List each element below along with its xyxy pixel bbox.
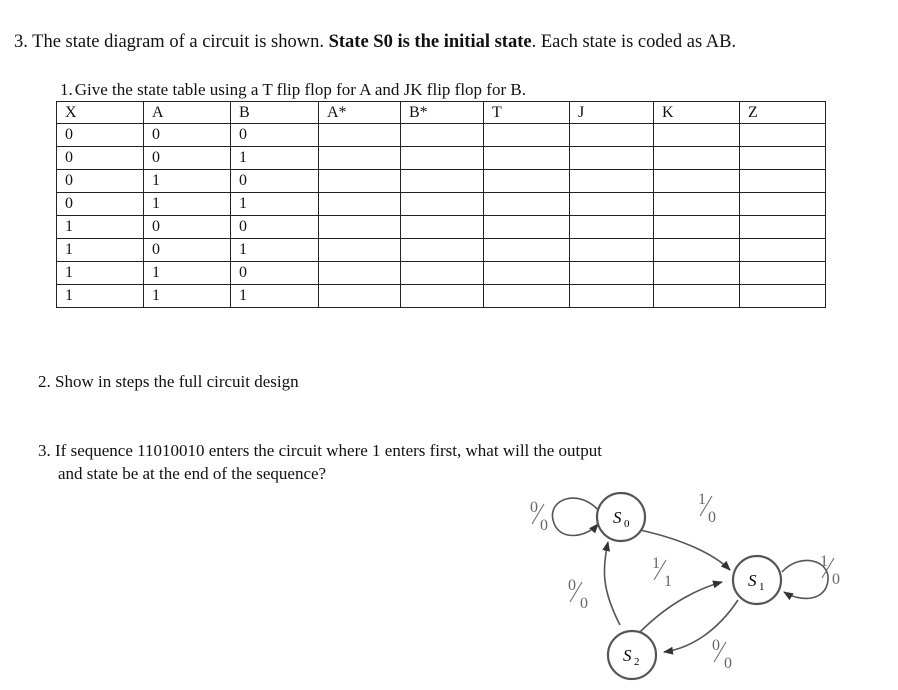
column-header-4: B* xyxy=(401,102,484,124)
table-cell-empty[interactable] xyxy=(740,147,826,170)
table-cell-empty[interactable] xyxy=(570,147,654,170)
svg-text:0: 0 xyxy=(832,571,840,588)
table-cell-empty[interactable] xyxy=(570,262,654,285)
table-cell-empty[interactable] xyxy=(570,285,654,308)
table-cell-empty[interactable] xyxy=(319,216,401,239)
table-cell-empty[interactable] xyxy=(484,170,570,193)
state-s2-name: S xyxy=(623,646,632,665)
part3-prompt-line2: and state be at the end of the sequence? xyxy=(58,464,327,483)
table-cell: 1 xyxy=(231,285,319,308)
table-cell-empty[interactable] xyxy=(484,193,570,216)
svg-text:0: 0 xyxy=(712,637,720,654)
edge-s0-self-loop xyxy=(552,498,600,535)
table-cell-empty[interactable] xyxy=(654,216,740,239)
label-s1-s2 xyxy=(712,637,732,672)
table-cell-empty[interactable] xyxy=(319,193,401,216)
state-s1-sub: 1 xyxy=(759,581,765,593)
table-cell-empty[interactable] xyxy=(740,239,826,262)
table-cell: 1 xyxy=(144,262,231,285)
table-cell: 1 xyxy=(231,239,319,262)
question-number: 3. xyxy=(14,32,28,52)
column-header-1: A xyxy=(144,102,231,124)
column-header-2: B xyxy=(231,102,319,124)
table-cell-empty[interactable] xyxy=(654,147,740,170)
state-s0-sub: 0 xyxy=(624,518,630,530)
edge-s2-to-s0 xyxy=(604,542,620,625)
label-s2-s0 xyxy=(568,577,588,612)
table-cell-empty[interactable] xyxy=(740,193,826,216)
table-cell-empty[interactable] xyxy=(319,285,401,308)
table-cell: 1 xyxy=(231,193,319,216)
svg-text:0: 0 xyxy=(580,595,588,612)
svg-text:0: 0 xyxy=(724,655,732,672)
table-cell: 1 xyxy=(144,170,231,193)
table-cell-empty[interactable] xyxy=(319,147,401,170)
table-cell-empty[interactable] xyxy=(740,170,826,193)
table-cell-empty[interactable] xyxy=(570,193,654,216)
table-row xyxy=(57,147,826,170)
label-s2-s1 xyxy=(652,555,672,590)
table-cell-empty[interactable] xyxy=(654,170,740,193)
table-cell: 1 xyxy=(57,262,144,285)
part1-text: Give the state table using a T flip flop for A and JK flip flop for B. xyxy=(74,80,526,99)
table-cell: 0 xyxy=(144,147,231,170)
table-cell-empty[interactable] xyxy=(401,193,484,216)
table-cell-empty[interactable] xyxy=(484,124,570,147)
table-cell-empty[interactable] xyxy=(740,262,826,285)
column-header-6: J xyxy=(570,102,654,124)
table-cell: 0 xyxy=(231,170,319,193)
table-cell: 0 xyxy=(57,147,144,170)
table-cell: 1 xyxy=(57,239,144,262)
part1-number: 1. xyxy=(60,80,73,99)
edge-s1-to-s2 xyxy=(664,600,738,652)
question-intro-bold: State S0 is the initial state xyxy=(328,32,532,52)
table-row xyxy=(57,193,826,216)
column-header-0: X xyxy=(57,102,144,124)
state-s1-name: S xyxy=(748,571,757,590)
table-cell-empty[interactable] xyxy=(484,239,570,262)
table-cell-empty[interactable] xyxy=(401,262,484,285)
table-cell-empty[interactable] xyxy=(570,170,654,193)
table-cell: 1 xyxy=(144,285,231,308)
table-row xyxy=(57,262,826,285)
table-row xyxy=(57,124,826,147)
table-cell-empty[interactable] xyxy=(401,147,484,170)
state-s0-name: S xyxy=(613,508,622,527)
svg-text:1: 1 xyxy=(698,491,706,508)
state-s2 xyxy=(608,631,656,679)
table-row xyxy=(57,285,826,308)
table-cell-empty[interactable] xyxy=(570,216,654,239)
part2-prompt: 2. Show in steps the full circuit design xyxy=(38,372,299,391)
column-header-8: Z xyxy=(740,102,826,124)
table-cell-empty[interactable] xyxy=(654,193,740,216)
table-cell-empty[interactable] xyxy=(401,239,484,262)
state-diagram xyxy=(520,480,860,690)
table-cell-empty[interactable] xyxy=(654,285,740,308)
table-cell: 0 xyxy=(231,262,319,285)
question-intro-post: . Each state is coded as AB. xyxy=(531,32,737,52)
table-cell-empty[interactable] xyxy=(654,262,740,285)
table-cell: 1 xyxy=(144,193,231,216)
table-cell-empty[interactable] xyxy=(740,216,826,239)
label-s0-s1 xyxy=(698,491,716,526)
table-row xyxy=(57,216,826,239)
state-s2-sub: 2 xyxy=(634,656,640,668)
table-cell-empty[interactable] xyxy=(401,216,484,239)
svg-text:0: 0 xyxy=(540,517,548,534)
table-cell-empty[interactable] xyxy=(654,239,740,262)
table-cell: 0 xyxy=(144,216,231,239)
table-cell-empty[interactable] xyxy=(484,147,570,170)
state-table xyxy=(56,101,826,308)
svg-text:1: 1 xyxy=(652,555,660,572)
table-cell-empty[interactable] xyxy=(484,285,570,308)
table-cell-empty[interactable] xyxy=(401,285,484,308)
table-cell-empty[interactable] xyxy=(654,124,740,147)
state-s0 xyxy=(597,493,645,541)
table-cell: 0 xyxy=(57,124,144,147)
state-s1 xyxy=(733,556,781,604)
label-s1-self xyxy=(820,553,840,588)
table-cell: 0 xyxy=(144,124,231,147)
table-cell-empty[interactable] xyxy=(570,239,654,262)
table-cell: 1 xyxy=(57,216,144,239)
table-cell-empty[interactable] xyxy=(319,124,401,147)
table-cell: 1 xyxy=(57,285,144,308)
table-cell-empty[interactable] xyxy=(740,285,826,308)
svg-text:0: 0 xyxy=(530,499,538,516)
table-cell-empty[interactable] xyxy=(319,239,401,262)
table-cell: 0 xyxy=(231,124,319,147)
part3-prompt-line1: 3. If sequence 11010010 enters the circuit where 1 enters first, what will the output xyxy=(38,441,602,460)
table-row xyxy=(57,239,826,262)
table-cell: 0 xyxy=(57,170,144,193)
svg-text:0: 0 xyxy=(708,509,716,526)
table-cell-empty[interactable] xyxy=(401,124,484,147)
table-cell-empty[interactable] xyxy=(401,170,484,193)
question-intro-pre: The state diagram of a circuit is shown. xyxy=(32,32,329,52)
table-cell-empty[interactable] xyxy=(484,216,570,239)
svg-text:1: 1 xyxy=(664,573,672,590)
table-cell: 0 xyxy=(144,239,231,262)
column-header-3: A* xyxy=(319,102,401,124)
label-s0-self xyxy=(530,499,548,534)
part1-prompt xyxy=(60,80,526,100)
column-header-7: K xyxy=(654,102,740,124)
table-cell-empty[interactable] xyxy=(740,124,826,147)
table-cell-empty[interactable] xyxy=(570,124,654,147)
table-header-row xyxy=(57,102,826,124)
svg-text:0: 0 xyxy=(568,577,576,594)
edge-s2-to-s1 xyxy=(640,582,722,632)
column-header-5: T xyxy=(484,102,570,124)
table-cell-empty[interactable] xyxy=(484,262,570,285)
table-cell-empty[interactable] xyxy=(319,170,401,193)
question-header xyxy=(14,32,736,53)
table-cell: 1 xyxy=(231,147,319,170)
svg-text:1: 1 xyxy=(820,553,828,570)
table-cell: 0 xyxy=(231,216,319,239)
table-row xyxy=(57,170,826,193)
table-cell-empty[interactable] xyxy=(319,262,401,285)
table-cell: 0 xyxy=(57,193,144,216)
